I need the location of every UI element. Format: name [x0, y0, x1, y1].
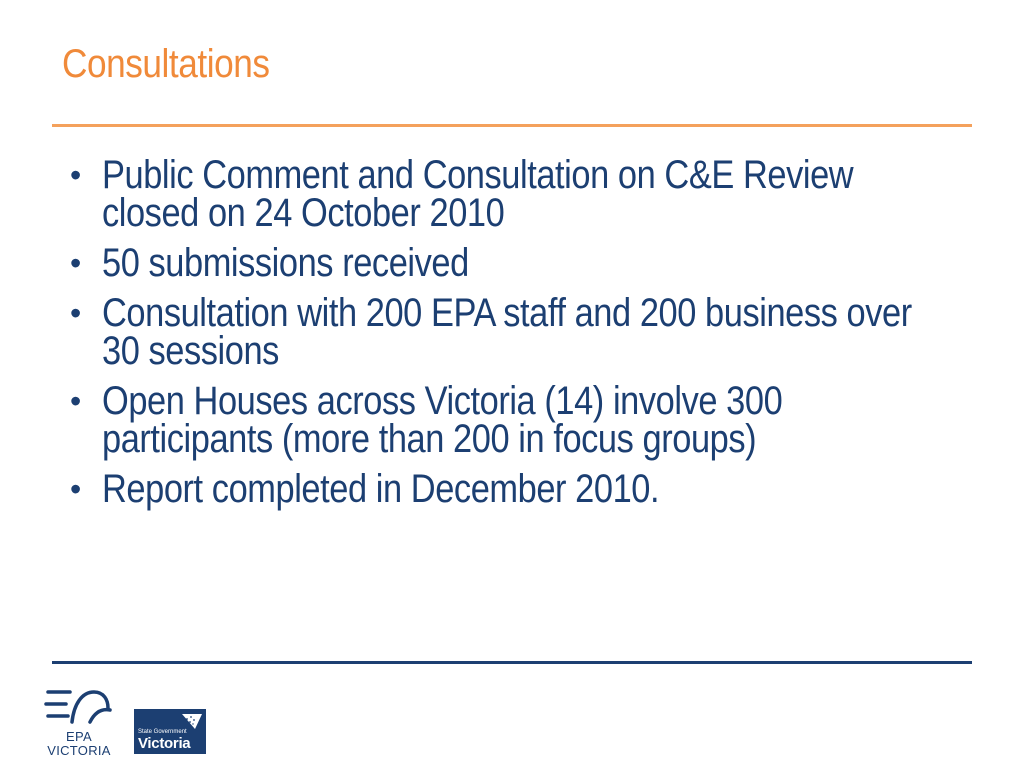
bullet-dot: • [70, 157, 81, 193]
bullet-dot: • [70, 383, 81, 419]
bullet-item [64, 467, 944, 511]
slide-title: Consultations [62, 42, 270, 86]
bullet-dot: • [70, 471, 81, 507]
bullet-text: 50 submissions received [102, 241, 469, 285]
victoria-map-icon [181, 712, 203, 730]
bullet-text: Report completed in December 2010. [102, 467, 660, 511]
vic-logo-big-text: Victoria [138, 735, 191, 752]
bullet-item [64, 241, 944, 285]
bullet-dot: • [70, 245, 81, 281]
bullet-item [64, 291, 944, 373]
vic-logo-small-text: State Government [138, 729, 187, 735]
bullet-text: Consultation with 200 EPA staff and 200 business over 30 sessions [102, 291, 912, 373]
epa-victoria-logo [38, 686, 120, 762]
bullet-item [64, 153, 944, 235]
bullet-list [64, 153, 944, 520]
epa-logo-mark-icon [42, 686, 116, 726]
epa-logo-line1: EPA [66, 729, 92, 744]
bullet-text: Public Comment and Consultation on C&E Review closed on 24 October 2010 [102, 153, 854, 235]
title-divider [52, 124, 972, 127]
bullet-item [64, 379, 944, 461]
state-government-victoria-logo [134, 709, 206, 754]
bullet-text: Open Houses across Victoria (14) involve 300 participants (more than 200 in focus groups) [102, 379, 783, 461]
footer-divider [52, 661, 972, 664]
bullet-dot: • [70, 295, 81, 331]
epa-logo-line2: VICTORIA [47, 743, 111, 758]
